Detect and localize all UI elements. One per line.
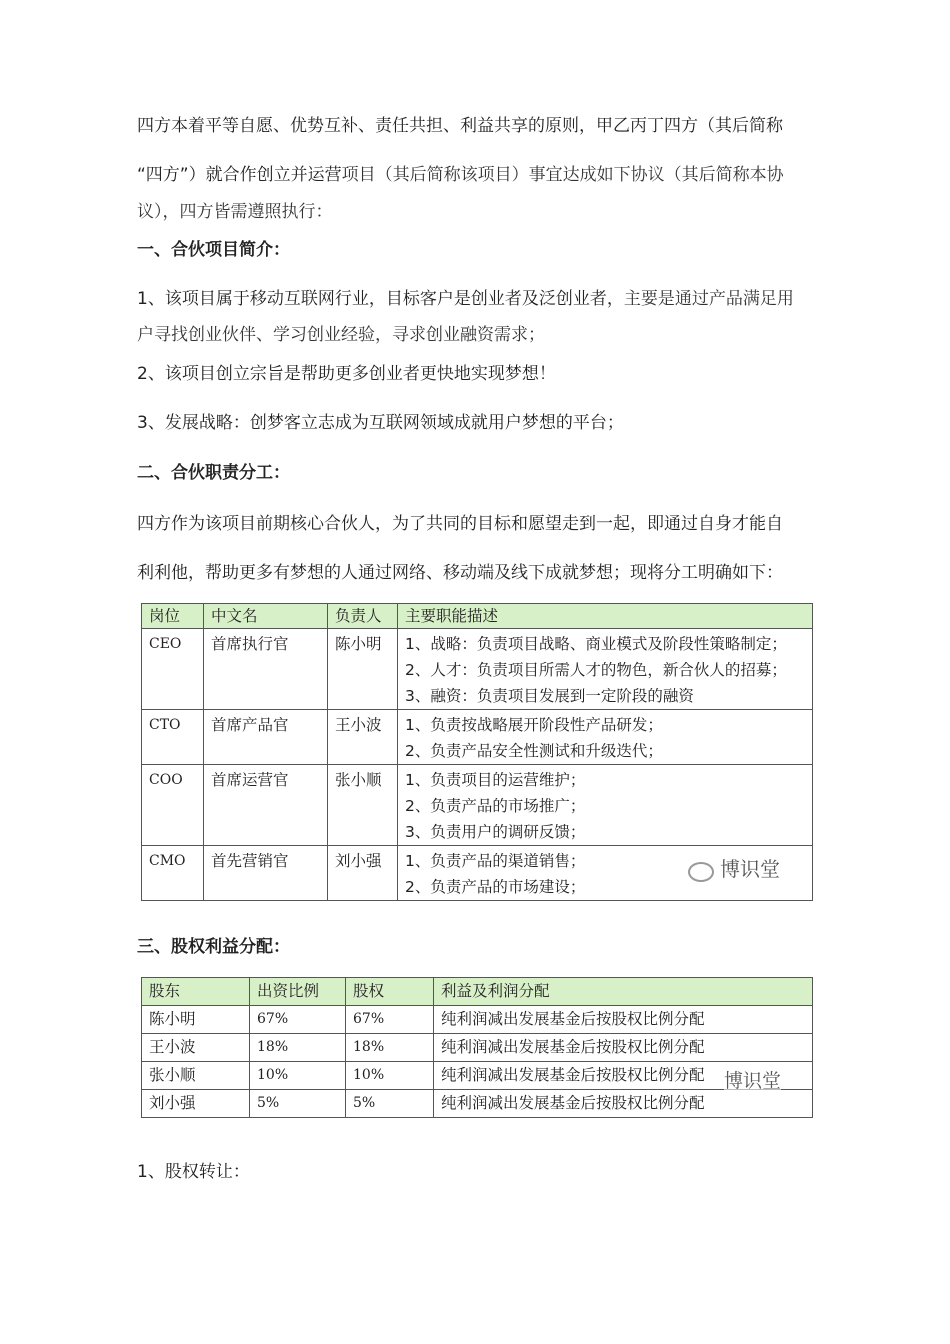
section-2-heading: 二、合伙职责分工： bbox=[137, 463, 290, 483]
profit-text: 纯利润减出发展基金后按股权比例分配 bbox=[441, 1066, 705, 1084]
role-title: 首先营销官 bbox=[204, 846, 328, 901]
capital-ratio: 67% bbox=[250, 1006, 346, 1034]
table-row bbox=[142, 846, 813, 901]
role-title: 首席执行官 bbox=[204, 629, 328, 710]
holder-name: 张小顺 bbox=[142, 1062, 250, 1090]
capital-ratio: 10% bbox=[250, 1062, 346, 1090]
duty-line: 2、负责产品安全性测试和升级迭代； bbox=[405, 742, 663, 760]
intro-line-2-end: 项目（其后简称该项目）事宜达成如下协议（其后简称本协 bbox=[341, 165, 784, 185]
section-1-item-1 bbox=[137, 287, 862, 311]
duty-line: 1、负责项目的运营维护； bbox=[405, 771, 586, 789]
table-row bbox=[142, 765, 813, 846]
role-person: 王小波 bbox=[328, 710, 398, 765]
role-person: 陈小明 bbox=[328, 629, 398, 710]
role-code: CMO bbox=[142, 846, 204, 901]
section-1-item-1-start: 1、该项目属于移动互联网行业，目标客户是创业者及泛创业者， bbox=[137, 289, 624, 309]
table-row bbox=[142, 1062, 813, 1090]
role-code: CTO bbox=[142, 710, 204, 765]
equity-table bbox=[141, 977, 813, 1118]
section-4-item-1: 1、股权转让： bbox=[137, 1162, 250, 1182]
profit-distribution: 纯利润减出发展基金后按股权比例分配 bbox=[434, 1006, 813, 1034]
duty-line: 3、负责用户的调研反馈； bbox=[405, 823, 586, 841]
profit-distribution bbox=[434, 1062, 813, 1090]
equity-ratio: 18% bbox=[346, 1034, 434, 1062]
equity-table-header bbox=[142, 978, 813, 1006]
holder-name: 王小波 bbox=[142, 1034, 250, 1062]
intro-line-2-start: “四方”）就合作创立并运营 bbox=[137, 165, 342, 185]
table-row bbox=[142, 629, 813, 710]
section-1-item-1-cont: 户寻找创业伙伴、学习创业经验，寻求创业融资需求； bbox=[137, 325, 545, 345]
equity-ratio: 10% bbox=[346, 1062, 434, 1090]
duty-line: 1、负责按战略展开阶段性产品研发； bbox=[405, 716, 663, 734]
duty-line: 2、负责产品的市场推广； bbox=[405, 797, 586, 815]
header-person: 负责人 bbox=[328, 604, 398, 629]
role-duties bbox=[398, 846, 813, 901]
profit-distribution: 纯利润减出发展基金后按股权比例分配 bbox=[434, 1034, 813, 1062]
role-duties bbox=[398, 765, 813, 846]
table-row bbox=[142, 1090, 813, 1118]
intro-line-1: 四方本着平等自愿、优势互补、责任共担、利益共享的原则，甲乙丙丁四方（其后简称 bbox=[137, 116, 783, 136]
role-code: COO bbox=[142, 765, 204, 846]
capital-ratio: 5% bbox=[250, 1090, 346, 1118]
watermark: 博识堂 bbox=[724, 1068, 781, 1095]
duty-line: 2、人才：负责项目所需人才的物色，新合伙人的招募； bbox=[405, 661, 787, 679]
header-title: 中文名 bbox=[204, 604, 328, 629]
role-code: CEO bbox=[142, 629, 204, 710]
table-row bbox=[142, 1006, 813, 1034]
roles-table bbox=[141, 603, 813, 901]
section-1-heading: 一、合伙项目简介： bbox=[137, 240, 290, 260]
header-capital: 出资比例 bbox=[250, 978, 346, 1006]
role-title: 首席产品官 bbox=[204, 710, 328, 765]
holder-name: 刘小强 bbox=[142, 1090, 250, 1118]
section-1-item-3: 3、发展战略：创梦客立志成为互联网领域成就用户梦想的平台； bbox=[137, 413, 624, 433]
role-title: 首席运营官 bbox=[204, 765, 328, 846]
duty-line: 3、融资：负责项目发展到一定阶段的融资 bbox=[405, 687, 694, 705]
section-1-item-1-end: 主要是通过产品满足用 bbox=[623, 289, 794, 309]
intro-line-3: 议），四方皆需遵照执行： bbox=[137, 202, 333, 222]
duty-line: 2、负责产品的市场建设； bbox=[405, 878, 586, 896]
table-row bbox=[142, 1034, 813, 1062]
section-2-para-1: 四方作为该项目前期核心合伙人，为了共同的目标和愿望走到一起，即通过自身才能自 bbox=[137, 514, 783, 534]
equity-ratio: 5% bbox=[346, 1090, 434, 1118]
header-holder: 股东 bbox=[142, 978, 250, 1006]
role-duties bbox=[398, 710, 813, 765]
intro-line-2 bbox=[137, 163, 862, 187]
profit-distribution: 纯利润减出发展基金后按股权比例分配 bbox=[434, 1090, 813, 1118]
header-duties: 主要职能描述 bbox=[398, 604, 813, 629]
section-3-heading: 三、股权利益分配： bbox=[137, 937, 290, 957]
holder-name: 陈小明 bbox=[142, 1006, 250, 1034]
section-1-item-2: 2、该项目创立宗旨是帮助更多创业者更快地实现梦想！ bbox=[137, 364, 556, 384]
role-person: 刘小强 bbox=[328, 846, 398, 901]
section-2-para-2: 利利他，帮助更多有梦想的人通过网络、移动端及线下成就梦想；现将分工明确如下： bbox=[137, 563, 783, 583]
table-row bbox=[142, 710, 813, 765]
role-person: 张小顺 bbox=[328, 765, 398, 846]
duty-line: 1、战略：负责项目战略、商业模式及阶段性策略制定； bbox=[405, 635, 787, 653]
role-duties bbox=[398, 629, 813, 710]
header-profit: 利益及利润分配 bbox=[434, 978, 813, 1006]
equity-ratio: 67% bbox=[346, 1006, 434, 1034]
roles-table-header bbox=[142, 604, 813, 629]
watermark: 博识堂 bbox=[720, 857, 780, 881]
header-equity: 股权 bbox=[346, 978, 434, 1006]
wechat-icon bbox=[688, 862, 714, 882]
duty-line: 1、负责产品的渠道销售； bbox=[405, 852, 586, 870]
header-position: 岗位 bbox=[142, 604, 204, 629]
capital-ratio: 18% bbox=[250, 1034, 346, 1062]
